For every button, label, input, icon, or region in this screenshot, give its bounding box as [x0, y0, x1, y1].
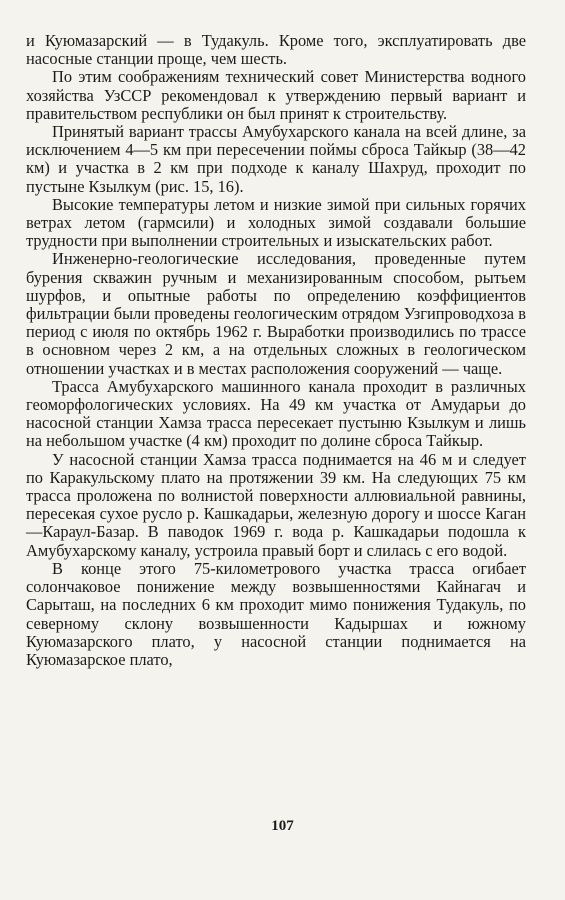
- page-body: [26, 32, 526, 669]
- page-number: 107: [271, 818, 294, 834]
- paragraph: По этим соображениям технический совет Министерства водного хозяйства УзССР рекомендовал к утверждению первый вариант и правительством республики он был принят к строительству.: [26, 67, 526, 123]
- paragraph: и Куюмазарский — в Тудакуль. Кроме того, эксплуатировать две насосные станции проще, чем шесть.: [26, 31, 526, 69]
- paragraph: Инженерно-геологические исследования, проведенные путем бурения скважин ручным и механизированным способом, рытьем шурфов, и опытные работы по определению коэффициентов фильтрации были проведены геологическим отрядом Узгипроводхоза в период с июля по октябрь 1962 г. Выработки производились по трассе в основном через 2 км, а на отдельных сложных в геологическом отношении участках и в местах расположения сооружений — чаще.: [26, 249, 526, 378]
- paragraph: Высокие температуры летом и низкие зимой при сильных горячих ветрах летом (гармсили) и холодных зимой создавали большие трудности при выполнении строительных и изыскательских работ.: [26, 194, 526, 251]
- paragraph: Принятый вариант трассы Амубухарского канала на всей длине, за исключением 4—5 км при пересечении поймы сброса Тайкыр (38—42 км) и участка в 2 км при подходе к каналу Шахруд, проходит по пустыне Кзылкум (рис. 15, 16).: [26, 122, 526, 196]
- paragraph: В конце этого 75-километрового участка трасса огибает солончаковое понижение между возвышенностями Кайнагач и Сарыташ, на последних 6 км проходит мимо понижения Тудакуль, по северному склону возвышенности Кадыршах и южному Куюмазарского плато, у насосной станции поднимается на Куюмазарское плато,: [26, 558, 526, 669]
- paragraph: Трасса Амубухарского машинного канала проходит в различных геоморфологических условиях. На 49 км участка от Амударьи до насосной станции Хамза трасса пересекает пустыню Кзылкум и лишь на небольшом участке (4 км) проходит по долине сброса Тайкыр.: [26, 376, 526, 451]
- paragraph: У насосной станции Хамза трасса поднимается на 46 м и следует по Каракульскому плато на протяжении 39 км. На следующих 75 км трасса проложена по волнистой поверхности аллювиальной равнины, пересекая сухое русло р. Кашкадарьи, железную дорогу и шоссе Каган—Караул-Базар. В паводок 1969 г. вода р. Кашкадарьи подошла к Амубухарскому каналу, устроила правый борт и слилась с его водой.: [26, 449, 526, 560]
